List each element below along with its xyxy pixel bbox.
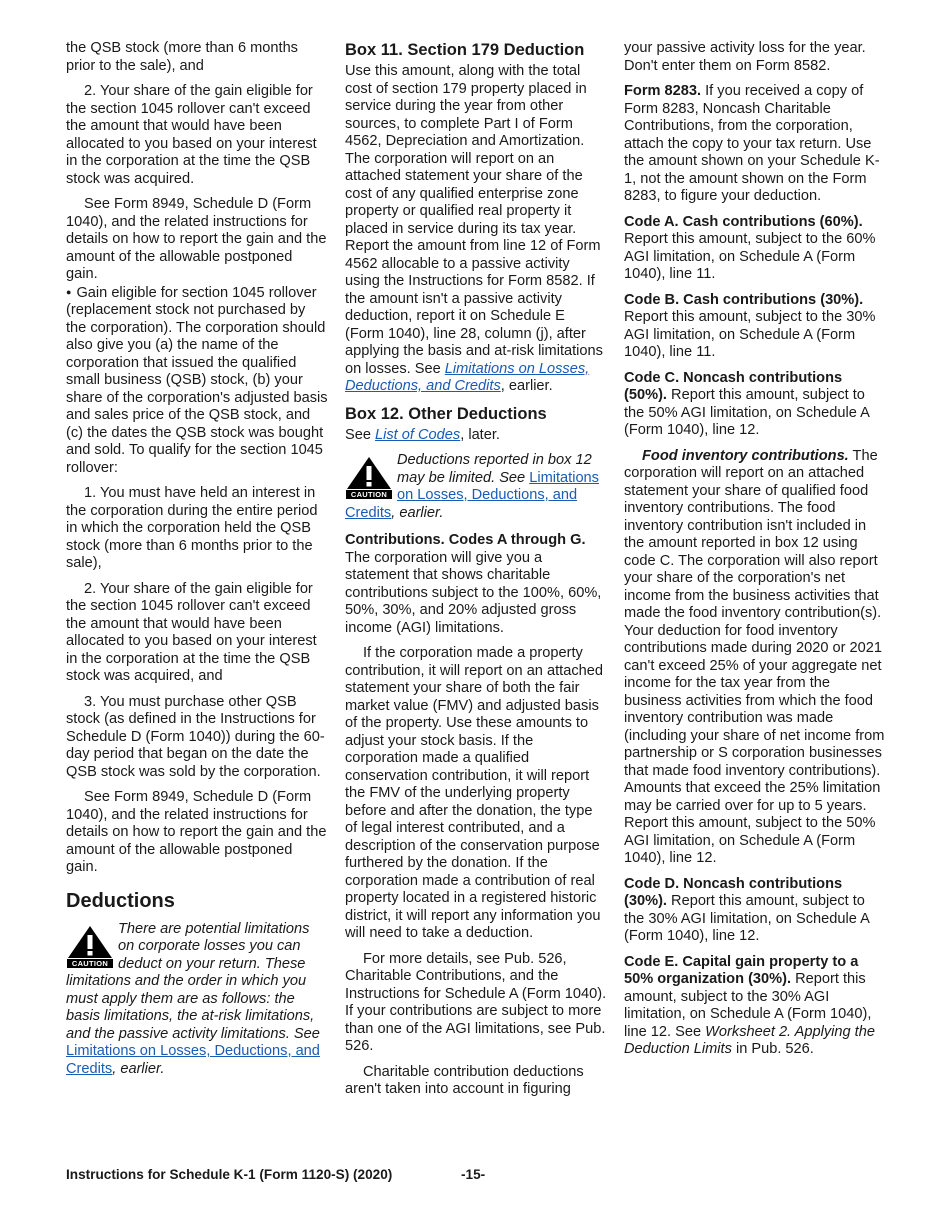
code-b-label: Code B. Cash contributions (30%). <box>624 291 864 308</box>
box12-heading: Box 12. Other Deductions <box>345 404 547 423</box>
caution-icon <box>345 456 393 499</box>
code-d-label: Code D. Noncash contributions (30%). <box>624 875 843 909</box>
paragraph: Form 8283. If you received a copy of Form 8283, Noncash Charitable Contributions, from the corporation, attach the copy to your tax return. Use the amount shown on your Schedule K-1, not the amount shown on the Form 8283, to figure your deduction. <box>624 83 880 204</box>
paragraph: The corporation will give you a statement that shows charitable contributions subject to the 100%, 60%, 50%, 30%, and 20% adjusted gross income (AGI) limitations. <box>345 549 602 636</box>
caution-text: Deductions reported in box 12 may be limited. See <box>397 452 592 486</box>
food-inventory-label: Food inventory contributions. <box>642 447 849 464</box>
column-right <box>624 40 886 1067</box>
caution-block: CAUTION There are potential limitations on corporate losses you can deduct on your return. These limitations and the order in which you must apply them are as follows: the basis limitations, the at-risk limitations, and the passive activity limitations. See Limitations on Losses, Deductions, and Credits, earlier. <box>66 920 320 1077</box>
paragraph: Code D. Noncash contributions (30%). Report this amount, subject to the 30% AGI limitation, on Schedule A (Form 1040), line 12. <box>624 875 870 944</box>
limitations-link[interactable]: Limitations on Losses, Deductions, and Credits <box>66 1043 320 1077</box>
paragraph <box>345 532 607 550</box>
paragraph: 1. You must have held an interest in the corporation during the entire period in which the corporation held the QSB stock (more than 6 months prior to the sale), <box>66 485 318 571</box>
caution-label: CAUTION <box>346 490 392 499</box>
caution-block: CAUTION Deductions reported in box 12 may be limited. See Limitations on Losses, Deductions, and Credits, earlier. <box>345 452 599 521</box>
paragraph: your passive activity loss for the year. Don't enter them on Form 8582. <box>624 40 866 74</box>
caution-text: There are potential limitations on corporate losses you can deduct on your return. These limitations and the order in which you must apply them are as follows: the basis limitations, the at-risk limitations, and the passive activity limitations. See <box>66 920 320 1042</box>
column-middle <box>345 40 607 1107</box>
limitations-link[interactable]: Limitations on Losses, Deductions, and Credits <box>345 469 599 521</box>
paragraph: the QSB stock (more than 6 months prior to the sale), and <box>66 40 298 74</box>
bullet-paragraph: ● Gain eligible for section 1045 rollover (replacement stock not purchased by the corporation). The corporation should also give you (a) the name of the corporation that issued the qualified small business (QSB) stock, (b) your share of the corporation's adjusted basis and sales price of the QSB stock, and (c) the dates the QSB stock was bought and sold. To qualify for the section 1045 rollover: <box>66 284 328 478</box>
paragraph: If the corporation made a property contribution, it will report on an attached statement your share of both the fair market value (FMV) and adjusted basis of the property. Use these amounts to adjust your stock basis. If the corporation made a qualified conservation contribution, it will report the FMV of the underlying property before and after the donation, the type of legal interest contributed, and a description of the conservation purpose furthered by the donation. If the corporation made a contribution of real property located in a registered historic district, it will report any information you will need to take a deduction. <box>345 645 603 941</box>
paragraph: Code B. Cash contributions (30%). Report this amount, subject to the 30% AGI limitation, on Schedule A (Form 1040), line 11. <box>624 291 876 360</box>
deductions-heading: Deductions <box>66 889 175 912</box>
limitations-link[interactable]: Limitations on Losses, Deductions, and Credits <box>345 360 590 394</box>
code-e-label: Code E. Capital gain property to a 50% organization (30%). <box>624 953 859 987</box>
box11-heading: Box 11. Section 179 Deduction <box>345 41 585 59</box>
paragraph: Code E. Capital gain property to a 50% organization (30%). Report this amount, subject to the 30% AGI limitation, on Schedule A (Form 1040), line 12. See Worksheet 2. Applying the Deduction Limits in Pub. 526. <box>624 953 875 1057</box>
footer-title: Instructions for Schedule K-1 (Form 1120-S) (2020) <box>66 1167 393 1182</box>
paragraph: See Form 8949, Schedule D (Form 1040), and the related instructions for details on how to report the gain and the amount of the allowable postponed gain. <box>66 789 327 875</box>
paragraph: See Form 8949, Schedule D (Form 1040), and the related instructions for details on how to report the gain and the amount of the allowable postponed gain. <box>66 196 327 282</box>
list-of-codes-link[interactable]: List of Codes <box>375 426 461 443</box>
warning-triangle-icon <box>67 925 113 959</box>
paragraph: 2. Your share of the gain eligible for the section 1045 rollover can't exceed the amount that would have been allocated to you based on your interest in the corporation at the time the QSB stock was acquired. <box>66 83 317 187</box>
paragraph: Use this amount, along with the total cost of section 179 property placed in service during the year from other sources, to complete Part I of Form 4562, Depreciation and Amortization. The corporation will report on an attached statement your share of the cost of any qualified enterprise zone property or qualified real property it placed in service during its tax year. Report the amount from line 12 of Form 4562 allocable to a passive activity using the Instructions for Form 8582. If the amount isn't a passive activity deduction, report it on Schedule E (Form 1040), line 28, column (j), after applying the basis and at-risk limitations on losses. See Limitations on Losses, Deductions, and Credits, earlier. <box>345 63 603 394</box>
column-left <box>66 40 328 1088</box>
paragraph: 3. You must purchase other QSB stock (as defined in the Instructions for Schedule D (Form 1040)) during the 60-day period that began on the date the QSB stock was sold by the corporation. <box>66 693 325 780</box>
paragraph: Charitable contribution deductions aren't taken into account in figuring <box>345 1063 584 1097</box>
page-number: -15- <box>461 1167 486 1182</box>
paragraph: 2. Your share of the gain eligible for the section 1045 rollover can't exceed the amount that would have been allocated to you based on your interest in the corporation at the time the QSB stock was acquired, and <box>66 580 317 684</box>
paragraph: Food inventory contributions. The corporation will report on an attached statement your share of qualified food inventory contributions. The food inventory contribution isn't included in the amount reported in box 12 using code C. The corporation will also report your share of the corporation's net income from the business activities that made the food inventory contribution(s). Your deduction for food inventory contributions made during 2020 or 2021 can't exceed 25% of your aggregate net income for the tax year from the business activities from which the food inventory contribution was made (including your share of net income from partnership or S corporation businesses that made food inventory contributions). Amounts that exceed the 25% limitation may be carried over for up to 5 years. Report this amount, subject to the 50% AGI limitation, on Schedule A (Form 1040), line 12. <box>624 447 885 866</box>
caution-label: CAUTION <box>67 959 113 968</box>
code-c-label: Code C. Noncash contributions (50%). <box>624 369 843 403</box>
paragraph: Code A. Cash contributions (60%). Report this amount, subject to the 60% AGI limitation, on Schedule A (Form 1040), line 11. <box>624 213 876 282</box>
form8283-label: Form 8283. <box>624 83 702 99</box>
paragraph: See List of Codes, later. <box>345 426 500 443</box>
code-a-label: Code A. Cash contributions (60%). <box>624 213 863 230</box>
caution-icon <box>66 925 114 968</box>
paragraph: Code C. Noncash contributions (50%). Report this amount, subject to the 50% AGI limitation, on Schedule A (Form 1040), line 12. <box>624 369 870 438</box>
paragraph: For more details, see Pub. 526, Charitable Contributions, and the Instructions for Schedule A (Form 1040). If your contributions are subject to more than one of the AGI limitations, see Pub. 526. <box>345 950 607 1054</box>
contributions-heading: Contributions. Codes A through G. <box>345 532 586 548</box>
warning-triangle-icon <box>346 456 392 490</box>
